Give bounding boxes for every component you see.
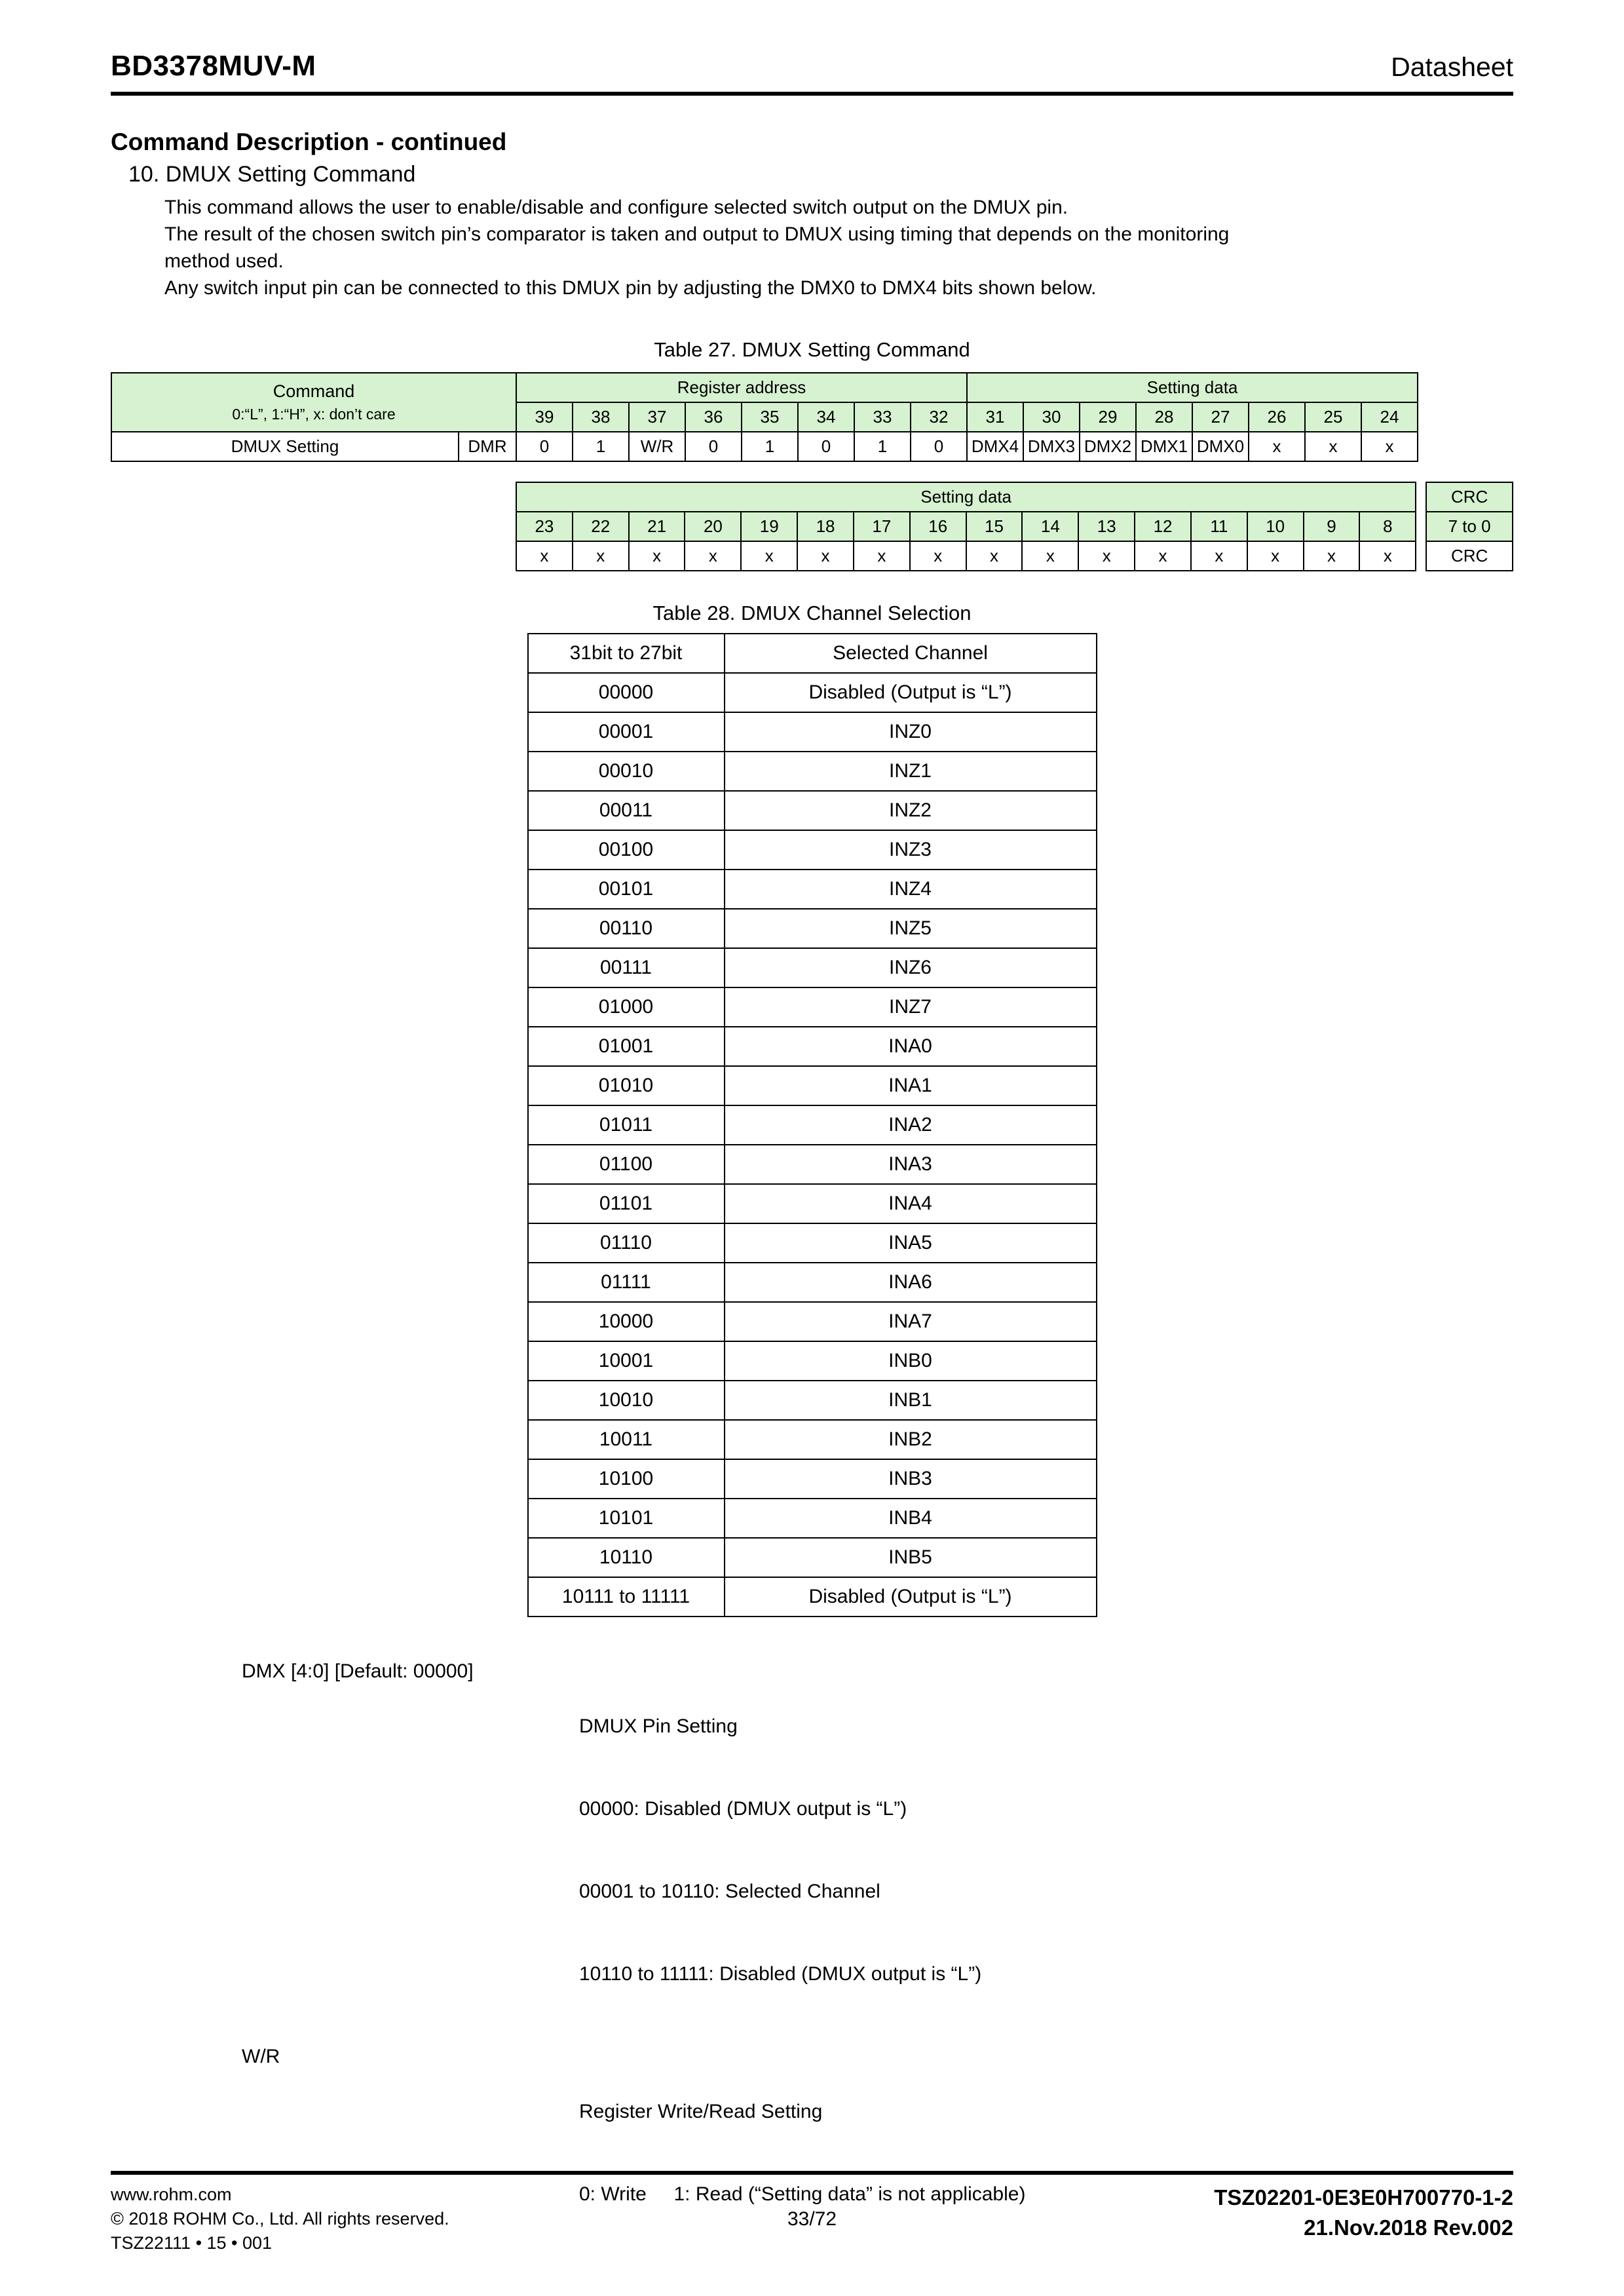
bit-number-cell: 15 (966, 512, 1023, 541)
table-row (528, 1381, 1097, 1420)
header-rule (111, 92, 1513, 96)
section-title: Command Description - continued (111, 128, 507, 155)
bits-cell: 01001 (528, 1027, 725, 1066)
bit-number-cell: 18 (797, 512, 854, 541)
bit-value-row (516, 541, 1416, 571)
channel-cell: INZ7 (725, 987, 1097, 1027)
bits-cell: 00011 (528, 791, 725, 830)
bit-number-cell: 25 (1305, 402, 1361, 432)
channel-cell: INB5 (725, 1538, 1097, 1577)
bit-value-cell: DMX4 (967, 432, 1023, 461)
channel-cell: INB2 (725, 1420, 1097, 1459)
bits-cell: 01000 (528, 987, 725, 1027)
definition-dmx (242, 1658, 1513, 2043)
paragraph-line: This command allows the user to enable/disable and configure selected switch output on the DMUX pin. (164, 197, 1068, 218)
footer-doc-id: TSZ22111 • 15 • 001 (111, 2233, 273, 2253)
definition-term: W/R (242, 2046, 280, 2067)
table-row (528, 752, 1097, 791)
channel-cell: INZ3 (725, 830, 1097, 870)
section-body (164, 194, 1513, 301)
bit-value-cell: DMX3 (1023, 432, 1080, 461)
channel-cell: INA3 (725, 1145, 1097, 1184)
bits-cell: 00111 (528, 948, 725, 987)
definition-line: 0: Write 1: Read (“Setting data” is not applicable) (579, 2183, 1026, 2205)
bit-number-cell: 36 (685, 402, 742, 432)
footer-rule (111, 2171, 1513, 2175)
bit-number-cell: 35 (742, 402, 798, 432)
bits-column-header: 31bit to 27bit (528, 634, 725, 673)
bit-value-cell: x (1078, 541, 1135, 571)
table-row (528, 909, 1097, 948)
document-type-label: Datasheet (1391, 52, 1513, 82)
bit-value-cell: x (1135, 541, 1191, 571)
bits-cell: 00100 (528, 830, 725, 870)
channel-cell: INZ1 (725, 752, 1097, 791)
bit-value-cell: x (685, 541, 741, 571)
bit-value-cell: x (1359, 541, 1416, 571)
bit-number-cell: 14 (1022, 512, 1078, 541)
command-code-cell: DMR (459, 432, 516, 461)
channel-cell: Disabled (Output is “L”) (725, 1577, 1097, 1617)
definition-line: Register Write/Read Setting (579, 2101, 823, 2122)
bit-value-cell: x (741, 541, 797, 571)
table-row (528, 987, 1097, 1027)
footer-row (111, 2183, 1513, 2255)
table-row (528, 673, 1097, 712)
paragraph-line: method used. (164, 250, 284, 272)
channel-cell: INA4 (725, 1184, 1097, 1223)
bit-number-row (516, 512, 1416, 541)
bit-number-cell: 28 (1136, 402, 1192, 432)
channel-cell: INA2 (725, 1105, 1097, 1145)
table-row (528, 791, 1097, 830)
footer-doc-number: TSZ02201-0E3E0H700770-1-2 (1214, 2185, 1513, 2210)
bits-cell: 10111 to 11111 (528, 1577, 725, 1617)
setting-data-group-header: Setting data (967, 373, 1418, 402)
channel-cell: INA0 (725, 1027, 1097, 1066)
bit-value-cell: x (1361, 432, 1418, 461)
paragraph-line: Any switch input pin can be connected to this DMUX pin by adjusting the DMX0 to DMX4 bits shown below. (164, 277, 1097, 299)
bit-value-cell: 0 (516, 432, 573, 461)
channel-cell: INB1 (725, 1381, 1097, 1420)
table-row (528, 1420, 1097, 1459)
command-name-cell: DMUX Setting (111, 432, 459, 461)
bit-number-cell: 19 (741, 512, 797, 541)
table-row (528, 1184, 1097, 1223)
channel-cell: INA1 (725, 1066, 1097, 1105)
table-row (528, 1341, 1097, 1381)
register-address-group-header: Register address (516, 373, 967, 402)
channel-cell: INZ6 (725, 948, 1097, 987)
bit-number-cell: 11 (1191, 512, 1247, 541)
bit-value-cell: x (854, 541, 910, 571)
bit-value-cell: x (966, 541, 1023, 571)
table-row (528, 948, 1097, 987)
table-row (528, 1538, 1097, 1577)
footer-right (1214, 2183, 1513, 2255)
bit-number-cell: 10 (1247, 512, 1304, 541)
bit-value-cell: 0 (685, 432, 742, 461)
bits-cell: 10100 (528, 1459, 725, 1499)
footer-revision: 21.Nov.2018 Rev.002 (1304, 2215, 1513, 2240)
definition-line: 10110 to 11111: Disabled (DMUX output is “L”) (579, 1963, 982, 1985)
channel-cell: INA5 (725, 1223, 1097, 1263)
footer-copyright: © 2018 ROHM Co., Ltd. All rights reserved. (111, 2209, 449, 2229)
table-row (528, 1027, 1097, 1066)
group-header-row (516, 482, 1416, 512)
bit-number-cell: 32 (911, 402, 967, 432)
bit-number-cell: 22 (573, 512, 629, 541)
subsection-title: 10. DMUX Setting Command (128, 162, 416, 187)
bits-cell: 01010 (528, 1066, 725, 1105)
table27-crc-column (1426, 482, 1513, 571)
table-row (528, 1066, 1097, 1105)
setting-data-group-header: Setting data (516, 482, 1416, 512)
table-row (528, 1105, 1097, 1145)
bit-value-cell: x (1249, 432, 1305, 461)
bit-number-cell: 34 (798, 402, 854, 432)
table28-caption: Table 28. DMUX Channel Selection (652, 602, 972, 624)
bit-value-cell: x (797, 541, 854, 571)
bit-value-cell: x (1247, 541, 1304, 571)
channel-cell: INA7 (725, 1302, 1097, 1341)
bit-number-cell: 38 (573, 402, 629, 432)
bit-value-cell: 0 (798, 432, 854, 461)
channel-cell: INZ2 (725, 791, 1097, 830)
table-row (528, 1263, 1097, 1302)
page-number: 33/72 (787, 2208, 837, 2230)
bits-cell: 00110 (528, 909, 725, 948)
definition-line: 00000: Disabled (DMUX output is “L”) (579, 1798, 907, 1820)
table-row (528, 1223, 1097, 1263)
bit-value-cell: DMX1 (1136, 432, 1192, 461)
bit-value-cell: DMX0 (1192, 432, 1249, 461)
bit-value-cell: x (516, 541, 573, 571)
bit-value-cell: x (573, 541, 629, 571)
bit-number-cell: 24 (1361, 402, 1418, 432)
bit-number-cell: 12 (1135, 512, 1191, 541)
bit-number-cell: 20 (685, 512, 741, 541)
paragraph-line: The result of the chosen switch pin’s comparator is taken and output to DMUX using timing that depends on the monitoring (164, 223, 1230, 245)
bit-value-cell: 1 (573, 432, 629, 461)
footer-website: www.rohm.com (111, 2185, 232, 2204)
command-legend: 0:“L”, 1:“H”, x: don’t care (232, 406, 396, 423)
bits-cell: 01101 (528, 1184, 725, 1223)
table-row (528, 1145, 1097, 1184)
page-footer (111, 2171, 1513, 2255)
definition-line: 00001 to 10110: Selected Channel (579, 1881, 880, 1902)
bits-cell: 00101 (528, 870, 725, 909)
bits-cell: 00000 (528, 673, 725, 712)
bits-cell: 00001 (528, 712, 725, 752)
bit-number-cell: 26 (1249, 402, 1305, 432)
table-row (528, 712, 1097, 752)
bit-number-cell: 37 (629, 402, 685, 432)
table27-setting-data (516, 482, 1416, 571)
table27-main (111, 372, 1418, 462)
table27-continued (516, 482, 1513, 571)
bits-cell: 10011 (528, 1420, 725, 1459)
bit-number-cell: 30 (1023, 402, 1080, 432)
channel-cell: INZ5 (725, 909, 1097, 948)
bit-number-cell: 13 (1078, 512, 1135, 541)
bit-value-cell: 0 (911, 432, 967, 461)
bits-cell: 10001 (528, 1341, 725, 1381)
command-header-cell (111, 373, 516, 432)
channel-cell: INZ0 (725, 712, 1097, 752)
crc-group-header: CRC (1426, 482, 1513, 512)
bit-number-cell: 29 (1080, 402, 1136, 432)
bit-number-row (1426, 512, 1513, 541)
footer-left (111, 2183, 449, 2255)
bit-value-cell: 1 (742, 432, 798, 461)
bits-cell: 01100 (528, 1145, 725, 1184)
table-row (528, 830, 1097, 870)
channel-cell: Disabled (Output is “L”) (725, 673, 1097, 712)
definition-description (579, 1658, 981, 2043)
bit-number-cell: 33 (854, 402, 911, 432)
bit-number-cell: 9 (1304, 512, 1360, 541)
bit-value-cell: x (1305, 432, 1361, 461)
bit-value-cell: DMX2 (1080, 432, 1136, 461)
bit-value-cell: W/R (629, 432, 685, 461)
table-row (528, 1577, 1097, 1617)
bit-number-cell: 8 (1359, 512, 1416, 541)
crc-bit-range-cell: 7 to 0 (1426, 512, 1513, 541)
table-row (528, 1459, 1097, 1499)
bits-cell: 10010 (528, 1381, 725, 1420)
group-header-row (111, 373, 1418, 402)
bit-value-cell: x (629, 541, 685, 571)
part-number-title: BD3378MUV-M (111, 50, 316, 82)
definition-line: DMUX Pin Setting (579, 1715, 738, 1737)
channel-cell: INB3 (725, 1459, 1097, 1499)
bit-value-cell: x (1304, 541, 1360, 571)
bit-value-cell: x (1022, 541, 1078, 571)
bit-number-cell: 23 (516, 512, 573, 541)
channel-cell: INA6 (725, 1263, 1097, 1302)
bit-value-cell: 1 (854, 432, 911, 461)
bit-number-cell: 21 (629, 512, 685, 541)
table-row (528, 1302, 1097, 1341)
bit-number-cell: 17 (854, 512, 910, 541)
command-value-row (111, 432, 1418, 461)
bits-cell: 10000 (528, 1302, 725, 1341)
table-row (528, 870, 1097, 909)
bit-value-cell: x (910, 541, 966, 571)
bit-number-cell: 16 (910, 512, 966, 541)
definition-term: DMX [4:0] [Default: 00000] (242, 1660, 474, 1682)
page-header (111, 0, 1513, 83)
channel-column-header: Selected Channel (725, 634, 1097, 673)
bit-number-cell: 31 (967, 402, 1023, 432)
command-label: Command (273, 381, 355, 401)
bit-value-cell: x (1191, 541, 1247, 571)
channel-cell: INB4 (725, 1499, 1097, 1538)
group-header-row (1426, 482, 1513, 512)
dmux-channel-selection-table (527, 633, 1097, 1617)
crc-value-cell: CRC (1426, 541, 1513, 571)
bits-cell: 10110 (528, 1538, 725, 1577)
bits-cell: 00010 (528, 752, 725, 791)
bit-value-row (1426, 541, 1513, 571)
channel-cell: INZ4 (725, 870, 1097, 909)
bits-cell: 01011 (528, 1105, 725, 1145)
table-header-row (528, 634, 1097, 673)
bits-cell: 10101 (528, 1499, 725, 1538)
bits-cell: 01110 (528, 1223, 725, 1263)
bits-cell: 01111 (528, 1263, 725, 1302)
channel-cell: INB0 (725, 1341, 1097, 1381)
table27-caption: Table 27. DMUX Setting Command (654, 338, 970, 361)
bit-number-cell: 27 (1192, 402, 1249, 432)
bit-number-cell: 39 (516, 402, 573, 432)
table-row (528, 1499, 1097, 1538)
